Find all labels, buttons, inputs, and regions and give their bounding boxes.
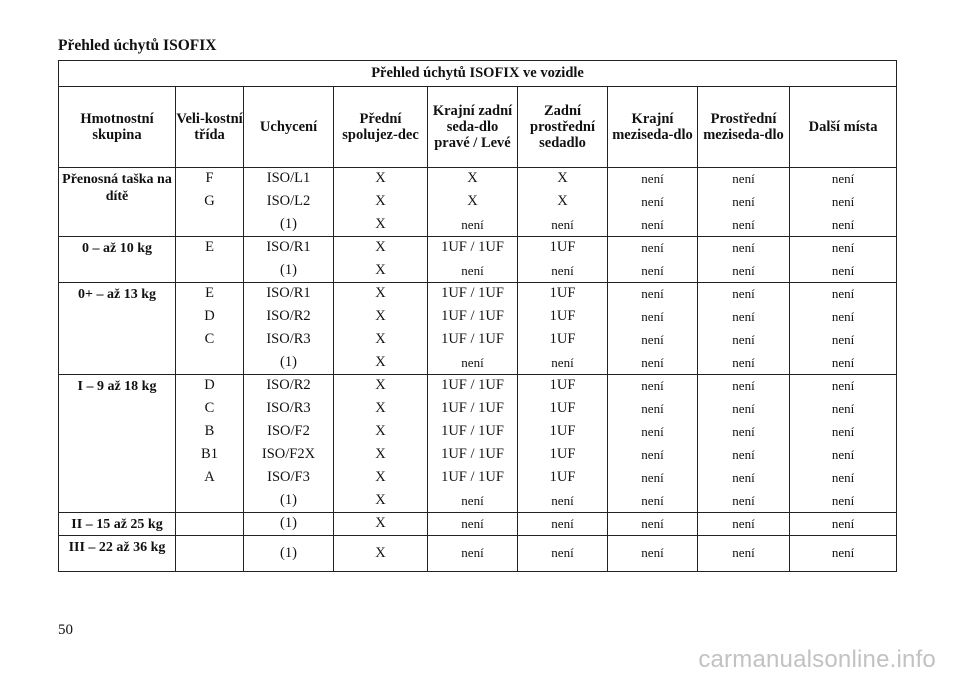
- table-row: [59, 168, 897, 191]
- outer-rear-cell: není: [428, 260, 518, 283]
- outer-middle-cell: není: [608, 467, 698, 490]
- rear-center-cell: 1UF: [518, 398, 608, 421]
- other-places-cell: není: [790, 168, 897, 191]
- size-cell: E: [176, 283, 244, 306]
- rear-center-cell: není: [518, 513, 608, 536]
- size-cell: B: [176, 421, 244, 444]
- front-passenger-cell: X: [334, 352, 428, 375]
- fixture-cell: ISO/L2: [244, 191, 334, 214]
- outer-rear-cell: X: [428, 191, 518, 214]
- rear-center-cell: 1UF: [518, 375, 608, 398]
- center-middle-cell: není: [698, 444, 790, 467]
- outer-rear-cell: není: [428, 214, 518, 237]
- header-weight-group: Hmotnostní skupina: [59, 87, 176, 168]
- table-row: [59, 467, 897, 490]
- header-front-passenger: Přední spolujez-dec: [334, 87, 428, 168]
- front-passenger-cell: X: [334, 398, 428, 421]
- fixture-cell: ISO/L1: [244, 168, 334, 191]
- other-places-cell: není: [790, 490, 897, 513]
- table-row: [59, 444, 897, 467]
- outer-middle-cell: není: [608, 352, 698, 375]
- weight-group-label: II – 15 až 25 kg: [59, 513, 176, 536]
- fixture-cell: ISO/R3: [244, 329, 334, 352]
- outer-middle-cell: není: [608, 444, 698, 467]
- rear-center-cell: 1UF: [518, 444, 608, 467]
- table-row: [59, 490, 897, 513]
- table-row: [59, 398, 897, 421]
- outer-middle-cell: není: [608, 214, 698, 237]
- rear-center-cell: 1UF: [518, 237, 608, 260]
- size-cell: G: [176, 191, 244, 214]
- front-passenger-cell: X: [334, 329, 428, 352]
- center-middle-cell: není: [698, 329, 790, 352]
- size-cell: C: [176, 329, 244, 352]
- outer-rear-cell: 1UF / 1UF: [428, 375, 518, 398]
- front-passenger-cell: X: [334, 467, 428, 490]
- center-middle-cell: není: [698, 214, 790, 237]
- rear-center-cell: není: [518, 536, 608, 572]
- size-cell: [176, 352, 244, 375]
- size-cell: C: [176, 398, 244, 421]
- rear-center-cell: X: [518, 191, 608, 214]
- other-places-cell: není: [790, 260, 897, 283]
- fixture-cell: (1): [244, 352, 334, 375]
- other-places-cell: není: [790, 214, 897, 237]
- center-middle-cell: není: [698, 352, 790, 375]
- rear-center-cell: X: [518, 168, 608, 191]
- size-cell: B1: [176, 444, 244, 467]
- fixture-cell: ISO/F3: [244, 467, 334, 490]
- page-heading: Přehled úchytů ISOFIX: [58, 37, 217, 54]
- table-row: [59, 513, 897, 536]
- outer-rear-cell: není: [428, 513, 518, 536]
- size-cell: F: [176, 168, 244, 191]
- center-middle-cell: není: [698, 513, 790, 536]
- weight-group-label: I – 9 až 18 kg: [59, 375, 176, 513]
- fixture-cell: (1): [244, 260, 334, 283]
- center-middle-cell: není: [698, 490, 790, 513]
- weight-group-label: 0+ – až 13 kg: [59, 283, 176, 375]
- outer-rear-cell: není: [428, 536, 518, 572]
- table-row: [59, 306, 897, 329]
- front-passenger-cell: X: [334, 283, 428, 306]
- other-places-cell: není: [790, 398, 897, 421]
- center-middle-cell: není: [698, 398, 790, 421]
- fixture-cell: (1): [244, 513, 334, 536]
- front-passenger-cell: X: [334, 421, 428, 444]
- center-middle-cell: není: [698, 421, 790, 444]
- center-middle-cell: není: [698, 191, 790, 214]
- outer-middle-cell: není: [608, 283, 698, 306]
- outer-rear-cell: 1UF / 1UF: [428, 398, 518, 421]
- center-middle-cell: není: [698, 237, 790, 260]
- outer-middle-cell: není: [608, 237, 698, 260]
- front-passenger-cell: X: [334, 513, 428, 536]
- weight-group-label: 0 – až 10 kg: [59, 237, 176, 283]
- fixture-cell: ISO/R2: [244, 375, 334, 398]
- outer-rear-cell: 1UF / 1UF: [428, 306, 518, 329]
- center-middle-cell: není: [698, 536, 790, 572]
- other-places-cell: není: [790, 329, 897, 352]
- outer-rear-cell: 1UF / 1UF: [428, 444, 518, 467]
- isofix-table: [58, 60, 897, 572]
- size-cell: [176, 513, 244, 536]
- rear-center-cell: 1UF: [518, 421, 608, 444]
- fixture-cell: ISO/R1: [244, 237, 334, 260]
- outer-middle-cell: není: [608, 191, 698, 214]
- center-middle-cell: není: [698, 306, 790, 329]
- outer-rear-cell: 1UF / 1UF: [428, 467, 518, 490]
- fixture-cell: ISO/F2: [244, 421, 334, 444]
- outer-rear-cell: není: [428, 352, 518, 375]
- size-cell: D: [176, 306, 244, 329]
- size-cell: [176, 536, 244, 572]
- table-row: [59, 329, 897, 352]
- fixture-cell: ISO/R3: [244, 398, 334, 421]
- header-fixture: Uchycení: [244, 87, 334, 168]
- front-passenger-cell: X: [334, 444, 428, 467]
- front-passenger-cell: X: [334, 536, 428, 572]
- front-passenger-cell: X: [334, 237, 428, 260]
- table-row: [59, 214, 897, 237]
- weight-group-label: Přenosná taška na dítě: [59, 168, 176, 237]
- other-places-cell: není: [790, 237, 897, 260]
- front-passenger-cell: X: [334, 490, 428, 513]
- front-passenger-cell: X: [334, 375, 428, 398]
- rear-center-cell: není: [518, 490, 608, 513]
- outer-rear-cell: 1UF / 1UF: [428, 283, 518, 306]
- size-cell: A: [176, 467, 244, 490]
- header-outer-rear-seat: Krajní zadní seda-dlo pravé / Levé: [428, 87, 518, 168]
- front-passenger-cell: X: [334, 191, 428, 214]
- rear-center-cell: není: [518, 260, 608, 283]
- size-cell: [176, 260, 244, 283]
- header-size-class: Veli-kostní třída: [176, 87, 244, 168]
- table-row: [59, 352, 897, 375]
- size-cell: D: [176, 375, 244, 398]
- front-passenger-cell: X: [334, 306, 428, 329]
- other-places-cell: není: [790, 352, 897, 375]
- table-row: [59, 283, 897, 306]
- header-outer-middle-seat: Krajní meziseda-dlo: [608, 87, 698, 168]
- center-middle-cell: není: [698, 467, 790, 490]
- rear-center-cell: 1UF: [518, 283, 608, 306]
- outer-middle-cell: není: [608, 421, 698, 444]
- outer-middle-cell: není: [608, 513, 698, 536]
- other-places-cell: není: [790, 191, 897, 214]
- fixture-cell: (1): [244, 536, 334, 572]
- table-row: [59, 237, 897, 260]
- other-places-cell: není: [790, 444, 897, 467]
- outer-middle-cell: není: [608, 398, 698, 421]
- table-row: [59, 375, 897, 398]
- other-places-cell: není: [790, 306, 897, 329]
- table-body: [59, 168, 897, 572]
- outer-middle-cell: není: [608, 536, 698, 572]
- outer-middle-cell: není: [608, 375, 698, 398]
- front-passenger-cell: X: [334, 168, 428, 191]
- front-passenger-cell: X: [334, 214, 428, 237]
- other-places-cell: není: [790, 467, 897, 490]
- center-middle-cell: není: [698, 168, 790, 191]
- other-places-cell: není: [790, 375, 897, 398]
- outer-rear-cell: není: [428, 490, 518, 513]
- front-passenger-cell: X: [334, 260, 428, 283]
- rear-center-cell: 1UF: [518, 306, 608, 329]
- outer-middle-cell: není: [608, 260, 698, 283]
- other-places-cell: není: [790, 421, 897, 444]
- table-row: [59, 421, 897, 444]
- outer-middle-cell: není: [608, 329, 698, 352]
- outer-rear-cell: 1UF / 1UF: [428, 329, 518, 352]
- outer-rear-cell: 1UF / 1UF: [428, 421, 518, 444]
- other-places-cell: není: [790, 513, 897, 536]
- rear-center-cell: není: [518, 214, 608, 237]
- outer-rear-cell: 1UF / 1UF: [428, 237, 518, 260]
- outer-middle-cell: není: [608, 490, 698, 513]
- center-middle-cell: není: [698, 283, 790, 306]
- table-row: [59, 260, 897, 283]
- outer-middle-cell: není: [608, 306, 698, 329]
- size-cell: [176, 214, 244, 237]
- center-middle-cell: není: [698, 375, 790, 398]
- header-other-places: Další místa: [790, 87, 897, 168]
- size-cell: [176, 490, 244, 513]
- fixture-cell: ISO/R2: [244, 306, 334, 329]
- center-middle-cell: není: [698, 260, 790, 283]
- outer-middle-cell: není: [608, 168, 698, 191]
- other-places-cell: není: [790, 536, 897, 572]
- fixture-cell: (1): [244, 490, 334, 513]
- watermark: carmanualsonline.info: [698, 646, 936, 673]
- weight-group-label: III – 22 až 36 kg: [59, 536, 176, 572]
- header-rear-center-seat: Zadní prostřední sedadlo: [518, 87, 608, 168]
- header-center-middle-seat: Prostřední meziseda-dlo: [698, 87, 790, 168]
- outer-rear-cell: X: [428, 168, 518, 191]
- table-row: [59, 536, 897, 572]
- fixture-cell: (1): [244, 214, 334, 237]
- page-number: 50: [58, 622, 73, 638]
- other-places-cell: není: [790, 283, 897, 306]
- rear-center-cell: 1UF: [518, 467, 608, 490]
- fixture-cell: ISO/F2X: [244, 444, 334, 467]
- size-cell: E: [176, 237, 244, 260]
- table-row: [59, 191, 897, 214]
- fixture-cell: ISO/R1: [244, 283, 334, 306]
- rear-center-cell: 1UF: [518, 329, 608, 352]
- table-caption: Přehled úchytů ISOFIX ve vozidle: [59, 61, 897, 87]
- rear-center-cell: není: [518, 352, 608, 375]
